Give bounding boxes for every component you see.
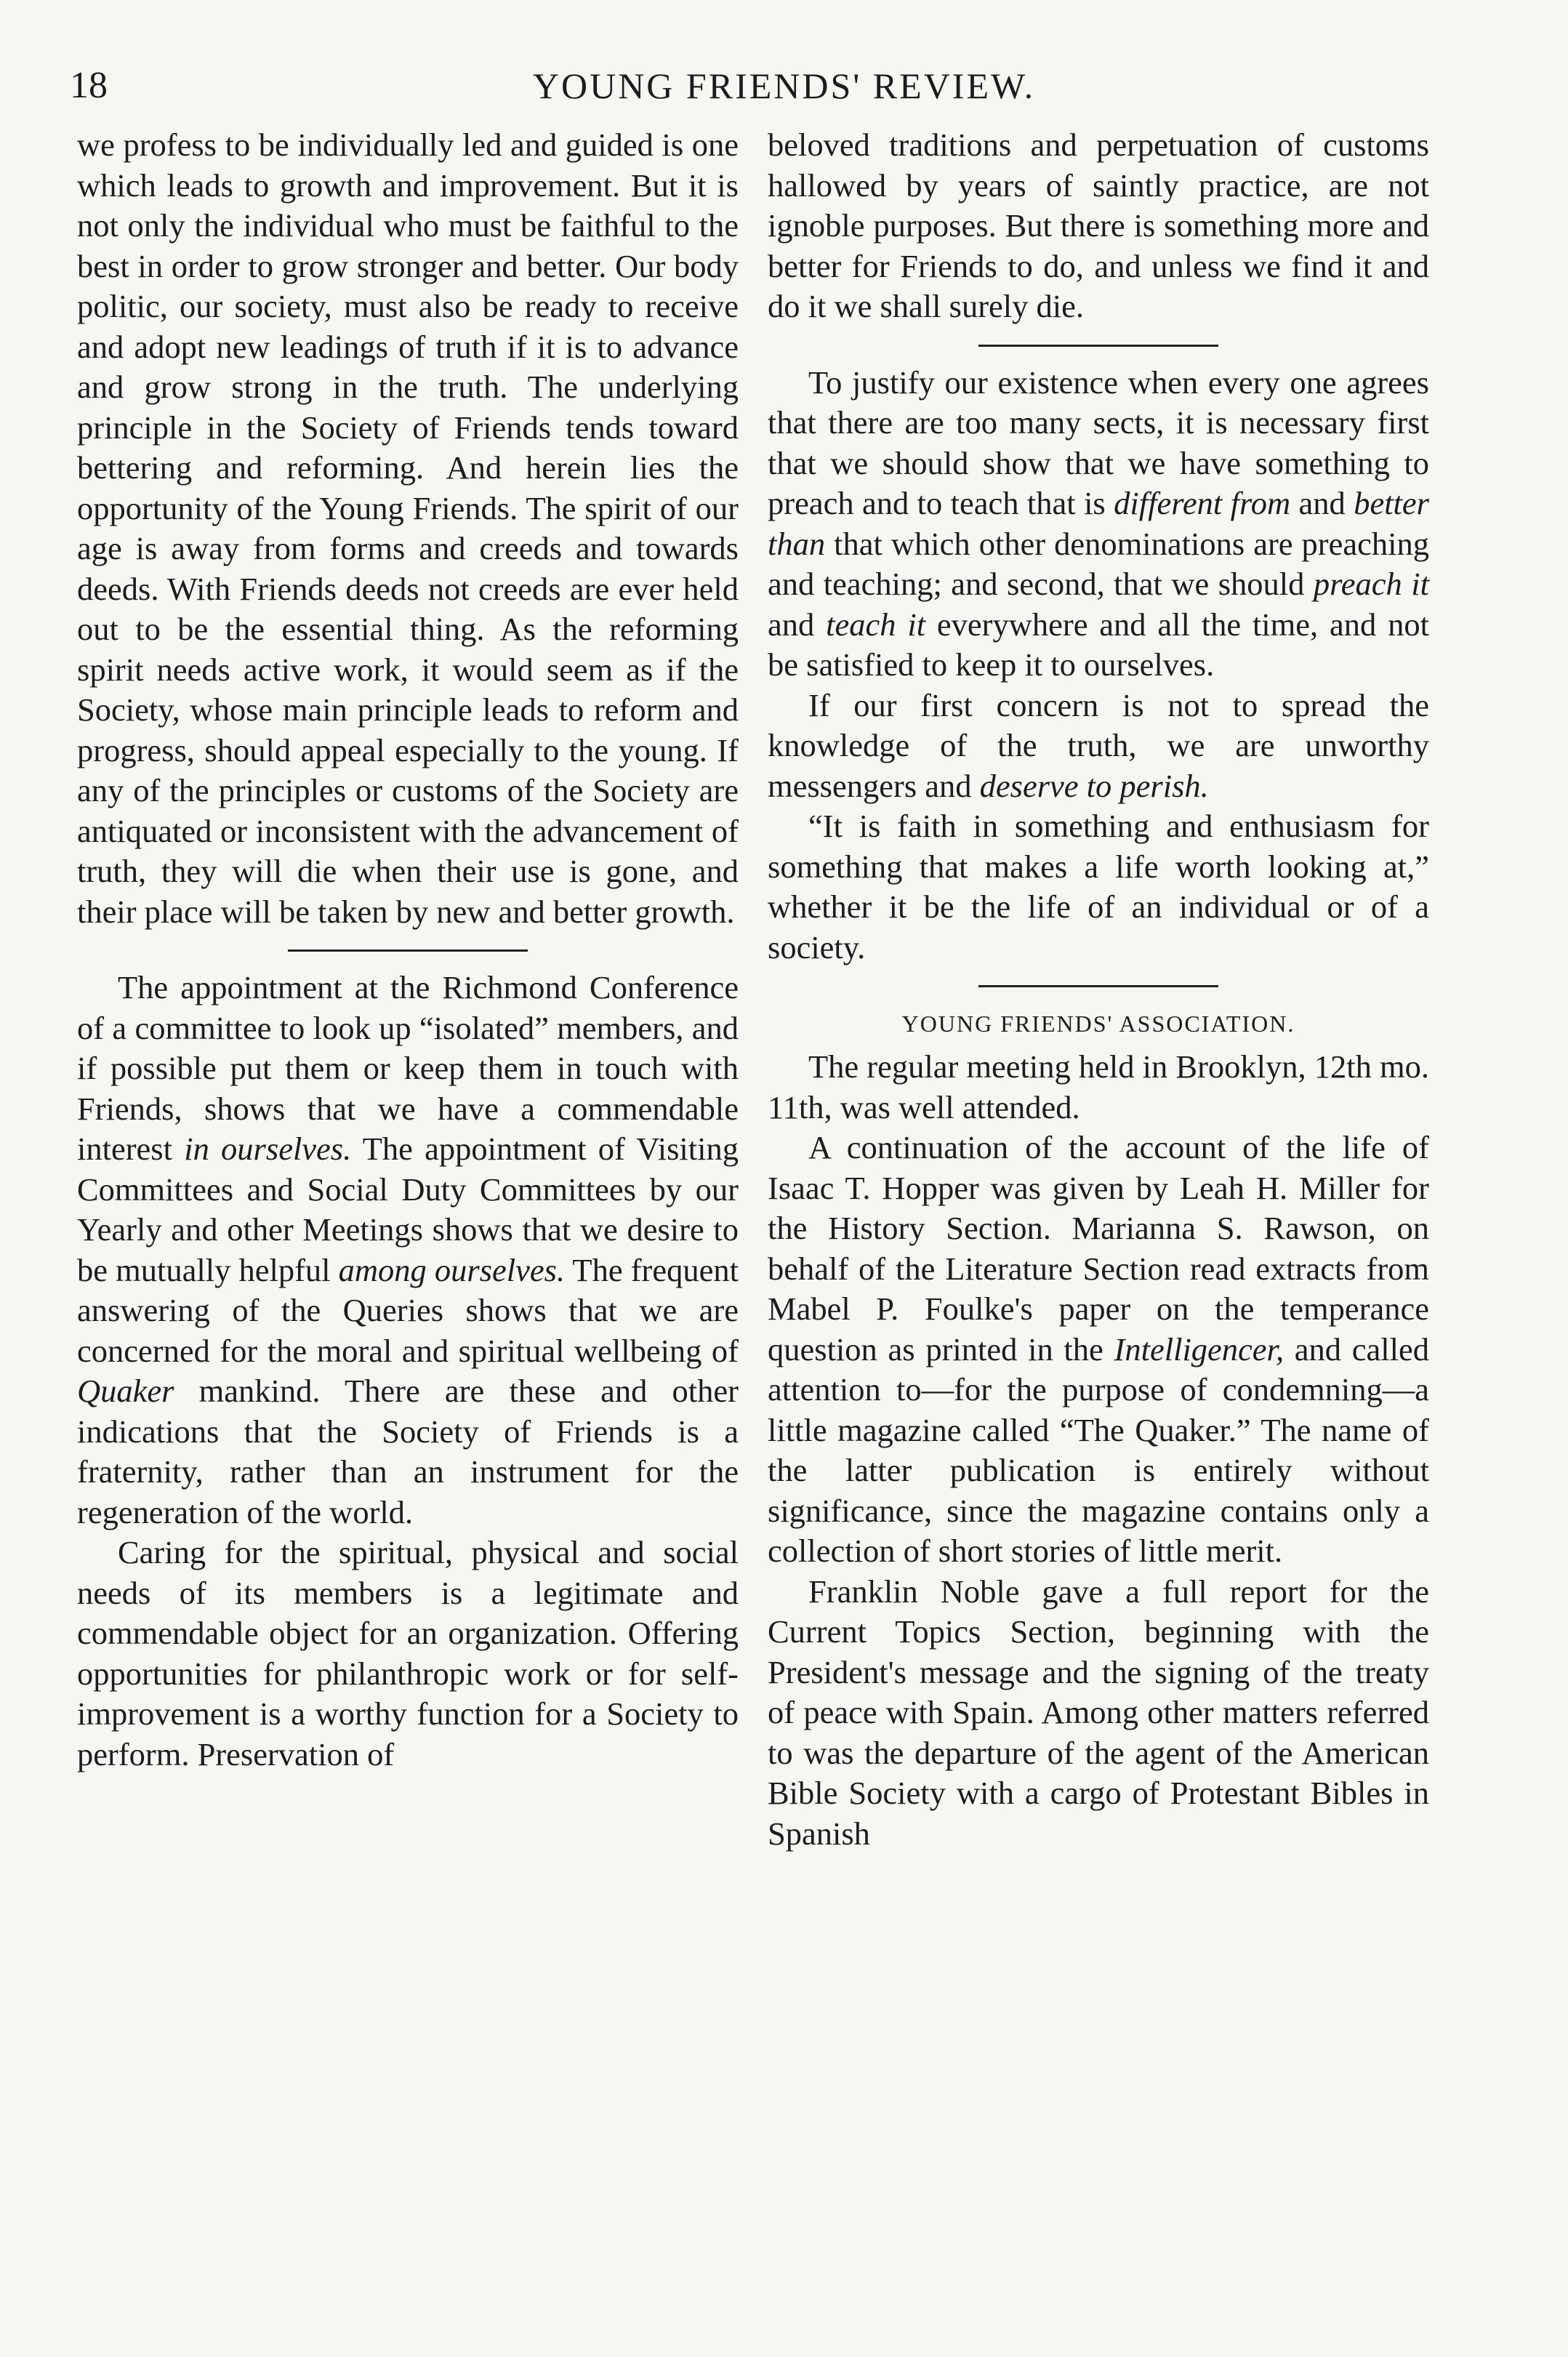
paragraph: To justify our existence when every one agrees that there are too many sects, it is necessary first that we should show that we have something to preach and to teach that is different from and better than that which other denominations are preaching and teaching; and second, that we should preach it and teach it everywhere and all the time, and not be satisfied to keep it to ourselves.	[768, 364, 1429, 683]
paragraph: Caring for the spiritual, physical and social needs of its members is a legitimate and commendable object for an organization. Offering opportunities for philanthropic work or for self-improvement is a worthy function for a Society to perform. Preservation of	[77, 1534, 739, 1772]
journal-title: YOUNG FRIENDS' REVIEW.	[532, 65, 1036, 106]
italic-phrase: among ourselves.	[338, 1251, 566, 1288]
paragraph: “It is faith in something and enthusiasm for something that makes a life worth looking at,” whether it be the life of an individual or of a society.	[768, 808, 1429, 965]
paragraph: beloved traditions and perpetuation of customs hallowed by years of saintly practice, are not ignoble purposes. But there is something more and better for Friends to do, and unless we find it and do it we shall surely die.	[768, 127, 1429, 324]
section-heading: YOUNG FRIENDS' ASSOCIATION.	[901, 1011, 1295, 1037]
italic-phrase: preach it	[1313, 566, 1429, 602]
left-column	[77, 125, 739, 1775]
section-divider	[978, 985, 1218, 987]
paragraph: If our first concern is not to spread the knowledge of the truth, we are unworthy messengers and deserve to perish.	[768, 686, 1429, 804]
italic-phrase: different from	[1114, 485, 1291, 521]
paragraph: Franklin Noble gave a full report for the Current Topics Section, beginning with the President's message and the signing of the treaty of peace with Spain. Among other matters referred to was the departure of the agent of the American Bible Society with a cargo of Protestant Bibles in Spanish	[768, 1573, 1429, 1852]
right-column	[768, 125, 1429, 1854]
italic-phrase: in ourselves.	[184, 1131, 352, 1167]
italic-phrase: deserve to perish.	[979, 767, 1209, 804]
paragraph: we profess to be individually led and guided is one which leads to growth and improvement. But it is not only the individual who must be faithful to the best in order to grow stronger and better. Our body politic, our society, must also be ready to receive and adopt new leadings of truth if it is to advance and grow strong in the truth. The underlying principle in the Society of Friends tends toward bettering and reforming. And herein lies the opportunity of the Young Friends. The spirit of our age is away from forms and creeds and towards deeds. With Friends deeds not creeds are ever held out to be the essential thing. As the reforming spirit needs active work, it would seem as if the Society, whose main principle leads to reform and progress, should appeal especially to the young. If any of the principles or customs of the Society are antiquated or inconsistent with the advancement of truth, they will die when their use is gone, and their place will be taken by new and better growth.	[77, 127, 739, 930]
page-number: 18	[70, 65, 108, 106]
section-divider	[978, 345, 1218, 347]
italic-phrase: better than	[768, 485, 1429, 562]
page-header	[70, 57, 1498, 115]
paragraph: The appointment at the Richmond Conference of a committee to look up “isolated” members, and if possible put them or keep them in touch with Friends, shows that we have a commendable interest in ourselves. The appointment of Visiting Committees and Social Duty Committees by our Yearly and other Meetings shows that we desire to be mutually helpful among ourselves. The frequent answering of the Queries shows that we are concerned for the moral and spiritual wellbeing of Quaker mankind. There are these and other indications that the Society of Friends is a fraternity, rather than an instrument for the regeneration of the world.	[77, 969, 739, 1530]
paragraph: A continuation of the account of the life of Isaac T. Hopper was given by Leah H. Miller for the History Section. Marianna S. Rawson, on behalf of the Literature Section read extracts from Mabel P. Foulke's paper on the temperance question as printed in the Intelligencer, and called attention to—for the purpose of condemning—a little magazine called “The Quaker.” The name of the latter publication is entirely without significance, since the magazine contains only a collection of short stories of little merit.	[768, 1129, 1430, 1569]
italic-phrase: Quaker	[77, 1373, 174, 1409]
italic-phrase: Intelligencer,	[1114, 1330, 1284, 1368]
paragraph: The regular meeting held in Brooklyn, 12th mo. 11th, was well attended.	[768, 1048, 1429, 1125]
italic-phrase: teach it	[826, 606, 926, 643]
section-divider	[288, 949, 528, 952]
